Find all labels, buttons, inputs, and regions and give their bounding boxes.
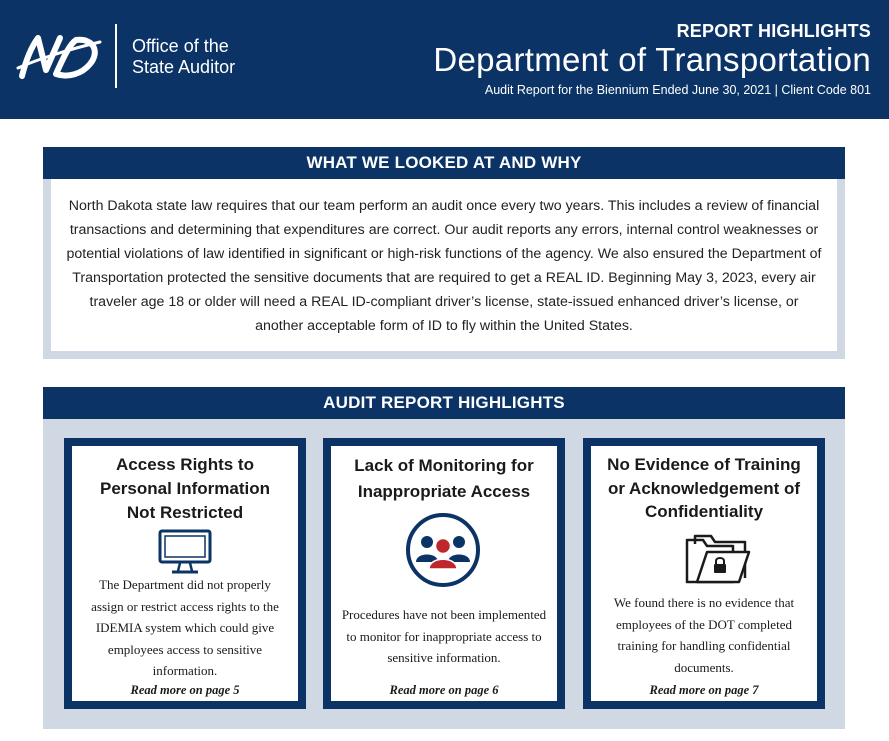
report-kicker: REPORT HIGHLIGHTS xyxy=(676,21,871,41)
highlight-card-training xyxy=(583,438,825,709)
card-title: No Evidence of Training or Acknowledgement of Confidentiality xyxy=(607,455,801,521)
card-title: Access Rights to Personal Information Not Restricted xyxy=(99,455,271,522)
card-body: We found there is no evidence that employees of the DOT completed training for handling confidential documents. xyxy=(613,595,795,675)
card-title: Lack of Monitoring for Inappropriate Access xyxy=(354,456,534,501)
nd-logo-icon xyxy=(16,30,102,86)
read-more-link[interactable]: Read more on page 5 xyxy=(130,683,240,697)
card-body: Procedures have not been implemented to monitor for inappropriate access to sensitive information. xyxy=(341,607,547,665)
highlight-card-access-rights xyxy=(64,438,306,709)
page-title: Department of Transportation xyxy=(433,41,871,78)
office-name-line-2: State Auditor xyxy=(132,57,236,77)
report-subtitle: Audit Report for the Biennium Ended June 30, 2021 | Client Code 801 xyxy=(484,83,871,97)
highlights-section xyxy=(43,387,845,729)
highlight-card-monitoring xyxy=(323,438,565,709)
looked-at-body: North Dakota state law requires that our team perform an audit once every two years. This includes a review of financial transactions and determining that expenditures are correct. Our audit reports any errors, internal control weaknesses or potential violations of law identified in significant or high-risk functions of the agency. We also ensured the Department of Transportation protected the sensitive documents that are required to get a REAL ID. Beginning May 3, 2023, every air traveler age 18 or older will need a REAL ID-compliant driver’s license, state-issued enhanced driver’s license, or another acceptable form of ID to fly within the United States. xyxy=(51,179,837,351)
read-more-link[interactable]: Read more on page 7 xyxy=(649,683,759,697)
logo-divider xyxy=(115,24,117,88)
locked-folder-icon xyxy=(683,530,753,586)
report-header xyxy=(0,0,889,119)
looked-at-section xyxy=(43,147,845,359)
office-name-line-1: Office of the xyxy=(132,36,229,56)
office-name xyxy=(132,36,235,78)
looked-at-heading: WHAT WE LOOKED AT AND WHY xyxy=(43,147,845,179)
people-group-icon xyxy=(405,512,481,588)
computer-monitor-icon xyxy=(156,528,214,576)
highlights-heading: AUDIT REPORT HIGHLIGHTS xyxy=(43,387,845,419)
read-more-link[interactable]: Read more on page 6 xyxy=(389,683,499,697)
card-body: The Department did not properly assign or restrict access rights to the IDEMIA system which could give employees access to sensitive information. xyxy=(91,577,279,678)
